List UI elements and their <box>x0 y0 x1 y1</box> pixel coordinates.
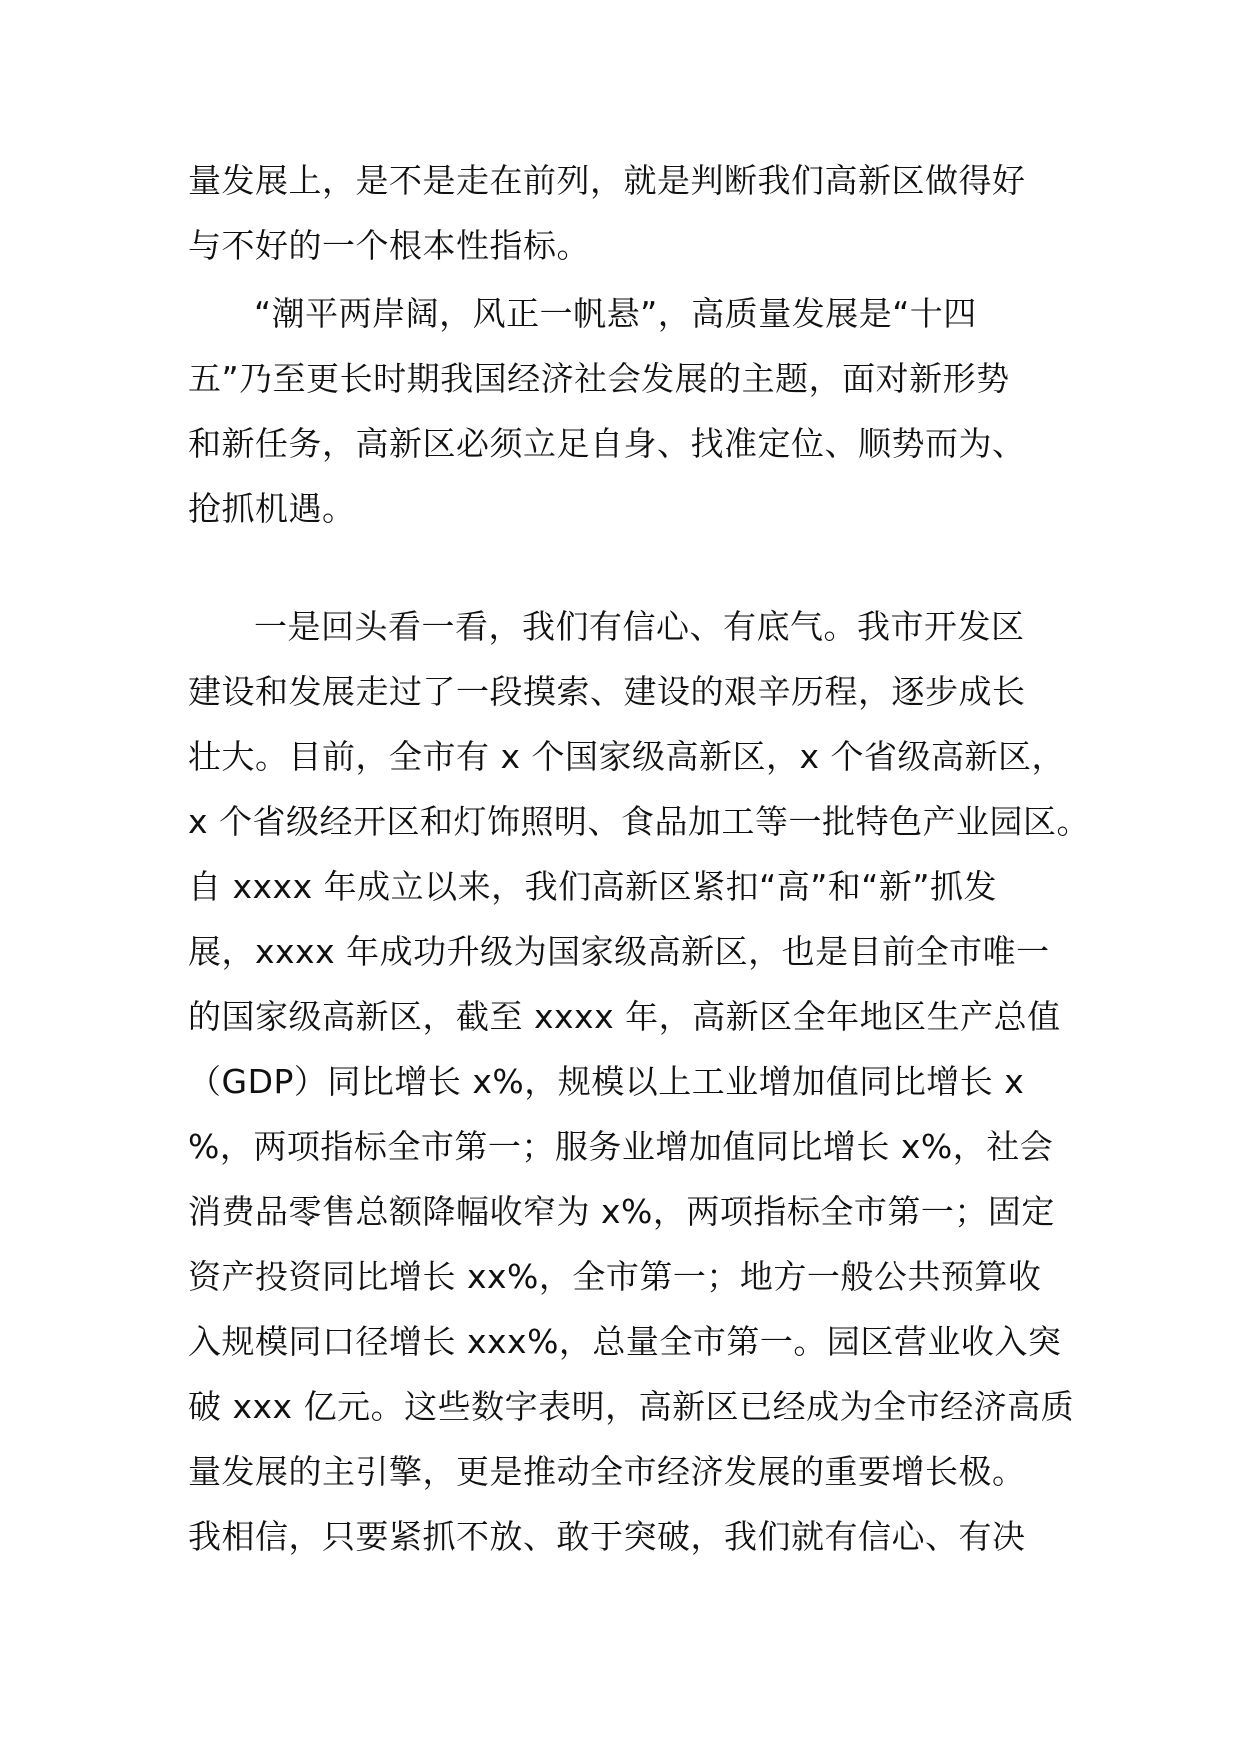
text-line: 自 xxxx 年成立以来，我们高新区紧扣“高”和“新”抓发 <box>188 867 997 906</box>
text-line: 量发展上，是不是走在前列，就是判断我们高新区做得好 <box>188 161 1026 200</box>
text-line: 量发展的主引擎，更是推动全市经济发展的重要增长极。 <box>188 1452 1026 1491</box>
paragraph-3 <box>188 594 1091 1569</box>
text-line: 建设和发展走过了一段摸索、建设的艰辛历程，逐步成长 <box>188 672 1026 711</box>
text-line: 和新任务，高新区必须立足自身、找准定位、顺势而为、 <box>188 424 1026 463</box>
text-line: 抢抓机遇。 <box>188 489 356 528</box>
text-line: 一是回头看一看，我们有信心、有底气。我市开发区 <box>254 607 1025 646</box>
text-line: 五”乃至更长时期我国经济社会发展的主题，面对新形势 <box>188 359 1010 398</box>
text-line: （GDP）同比增长 x%，规模以上工业增加值同比增长 x <box>188 1062 1025 1101</box>
text-line: 入规模同口径增长 xxx%，总量全市第一。园区营业收入突 <box>188 1322 1062 1361</box>
text-line: 破 xxx 亿元。这些数字表明，高新区已经成为全市经济高质 <box>188 1387 1075 1426</box>
paragraph-1 <box>188 148 1078 278</box>
text-line: 与不好的一个根本性指标。 <box>188 226 590 265</box>
text-line: 展，xxxx 年成功升级为国家级高新区，也是目前全市唯一 <box>188 932 1050 971</box>
paragraph-2 <box>188 281 1078 541</box>
text-line: x 个省级经开区和灯饰照明、食品加工等一批特色产业园区。 <box>188 802 1091 841</box>
text-line: “潮平两岸阔，风正一帆悬”，高质量发展是“十四 <box>254 294 977 333</box>
text-line: 我相信，只要紧抓不放、敢于突破，我们就有信心、有决 <box>188 1517 1026 1556</box>
text-line: 壮大。目前，全市有 x 个国家级高新区，x 个省级高新区， <box>188 737 1066 776</box>
text-line: 消费品零售总额降幅收窄为 x%，两项指标全市第一；固定 <box>188 1192 1055 1231</box>
text-line: 资产投资同比增长 xx%，全市第一；地方一般公共预算收 <box>188 1257 1042 1296</box>
text-line: %，两项指标全市第一；服务业增加值同比增长 x%，社会 <box>188 1127 1054 1166</box>
text-line: 的国家级高新区，截至 xxxx 年，高新区全年地区生产总值 <box>188 997 1061 1036</box>
